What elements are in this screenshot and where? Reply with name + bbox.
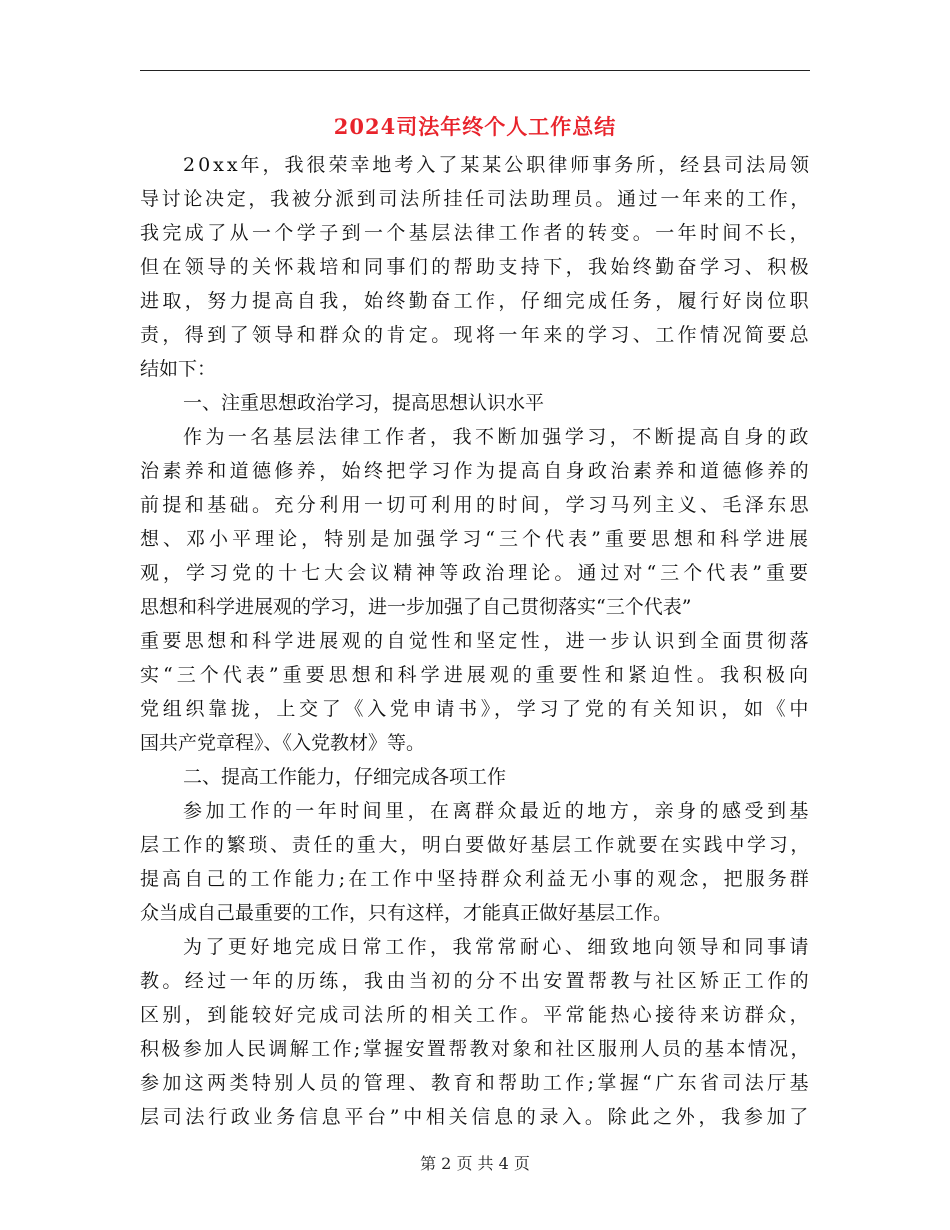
body-line: 一、注重思想政治学习，提高思想认识水平 xyxy=(183,392,545,414)
body-line: 作为一名基层法律工作者，我不断加强学习，不断提高自身的政 xyxy=(183,426,812,448)
body-line: 结如下： xyxy=(140,358,217,380)
body-line: 20xx年，我很荣幸地考入了某某公职律师事务所，经县司法局领 xyxy=(183,154,812,176)
body-line: 但在领导的关怀栽培和同事们的帮助支持下，我始终勤奋学习、积极 xyxy=(140,256,812,278)
body-line: 想、邓小平理论，特别是加强学习“三个代表”重要思想和科学进展 xyxy=(140,528,812,550)
body-line: 前提和基础。充分利用一切可利用的时间，学习马列主义、毛泽东思 xyxy=(140,494,812,516)
body-line: 思想和科学进展观的学习，进一步加强了自己贯彻落实“三个代表” xyxy=(140,596,692,618)
body-line: 国共产党章程》、《入党教材》等。 xyxy=(140,732,426,754)
body-line: 二、提高工作能力，仔细完成各项工作 xyxy=(183,766,507,788)
body-line: 治素养和道德修养，始终把学习作为提高自身政治素养和道德修养的 xyxy=(140,460,812,482)
body-line: 提高自己的工作能力;在工作中坚持群众利益无小事的观念，把服务群 xyxy=(140,868,812,890)
document-body xyxy=(140,148,812,1134)
body-line: 层工作的繁琐、责任的重大，明白要做好基层工作就要在实践中学习， xyxy=(140,834,812,856)
body-line: 参加工作的一年时间里，在离群众最近的地方，亲身的感受到基 xyxy=(183,800,812,822)
body-line: 区别，到能较好完成司法所的相关工作。平常能热心接待来访群众， xyxy=(140,1004,812,1026)
body-line: 实“三个代表”重要思想和科学进展观的重要性和紧迫性。我积极向 xyxy=(140,664,812,686)
body-line: 我完成了从一个学子到一个基层法律工作者的转变。一年时间不长， xyxy=(140,222,812,244)
body-line: 积极参加人民调解工作;掌握安置帮教对象和社区服刑人员的基本情况， xyxy=(140,1038,812,1060)
header-rule xyxy=(140,70,810,71)
body-line: 教。经过一年的历练，我由当初的分不出安置帮教与社区矫正工作的 xyxy=(140,970,812,992)
body-line: 进取，努力提高自我，始终勤奋工作，仔细完成任务，履行好岗位职 xyxy=(140,290,812,312)
document-title: 2024司法年终个人工作总结 xyxy=(333,114,617,139)
body-line: 党组织靠拢，上交了《入党申请书》，学习了党的有关知识，如《中 xyxy=(140,698,812,720)
body-line: 为了更好地完成日常工作，我常常耐心、细致地向领导和同事请 xyxy=(183,936,812,958)
body-line: 责，得到了领导和群众的肯定。现将一年来的学习、工作情况简要总 xyxy=(140,324,812,346)
body-line: 导讨论决定，我被分派到司法所挂任司法助理员。通过一年来的工作， xyxy=(140,188,812,210)
body-line: 层司法行政业务信息平台”中相关信息的录入。除此之外，我参加了 xyxy=(140,1106,812,1128)
body-line: 参加这两类特别人员的管理、教育和帮助工作;掌握“广东省司法厅基 xyxy=(140,1072,812,1094)
page-footer: 第 2 页 共 4 页 xyxy=(420,1154,530,1173)
body-line: 众当成自己最重要的工作，只有这样，才能真正做好基层工作。 xyxy=(140,902,673,924)
body-line: 观，学习党的十七大会议精神等政治理论。通过对“三个代表”重要 xyxy=(140,562,812,584)
body-line: 重要思想和科学进展观的自觉性和坚定性，进一步认识到全面贯彻落 xyxy=(140,630,812,652)
